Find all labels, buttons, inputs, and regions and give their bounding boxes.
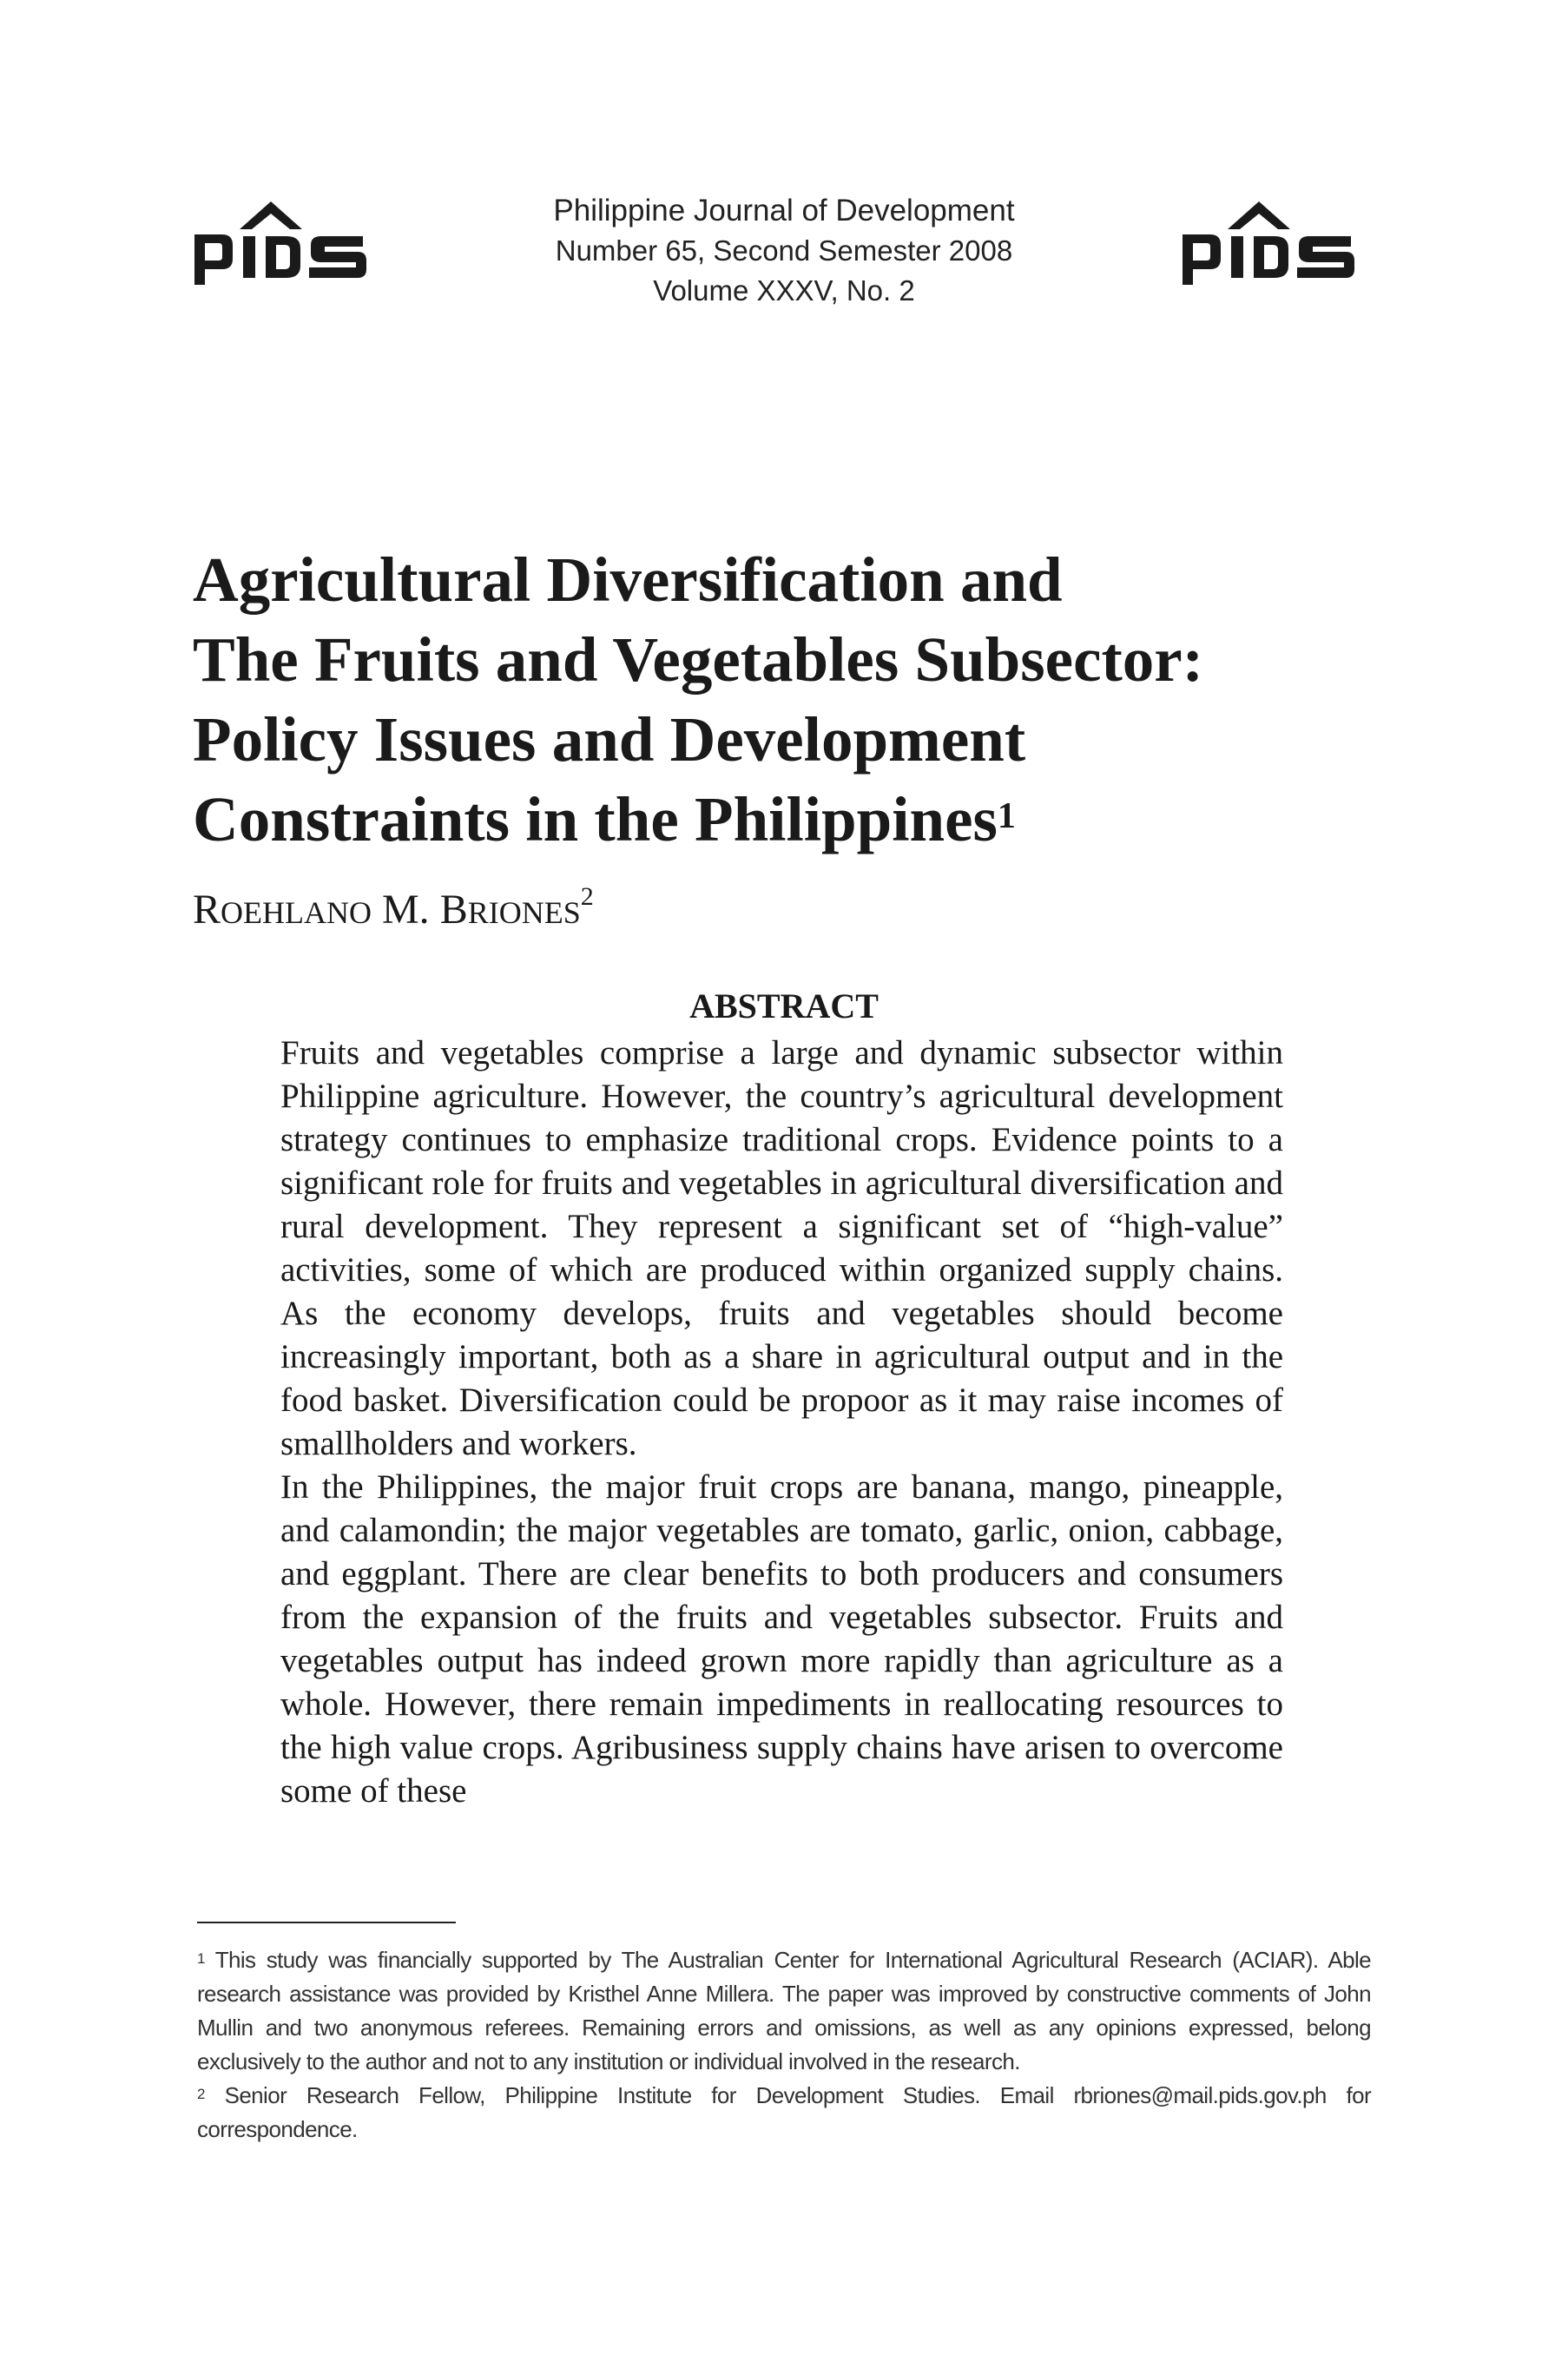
journal-header	[0, 191, 1568, 311]
footnote-item: $^2$ Senior Research Fellow, Philippine Institute for Development Studies. Email rbriones@mail.pids.gov.ph for correspondence.	[197, 2082, 1371, 2142]
author-footnote-mark: 2	[580, 882, 594, 911]
abstract-body	[280, 1032, 1283, 1813]
journal-number: Number 65, Second Semester 2008	[555, 234, 1013, 267]
title-line: The Fruits and Vegetables Subsector:	[193, 624, 1204, 695]
title-line: Constraints in the Philippines$^1$	[193, 784, 1016, 854]
footnote-item: $^1$ This study was financially supported by The Australian Center for International Agricultural Research (ACIAR). Able research assistance was provided by Kristhel Anne Millera. The paper was improved by constructive comments of John Mullin and two anonymous referees. Remaining errors and omissions, as well as any opinions expressed, belong exclusively to the author and not to any institution or individual involved in the research.	[197, 1947, 1372, 2074]
footnotes	[197, 1943, 1371, 2147]
paper-title	[193, 540, 1391, 860]
title-line: Policy Issues and Development	[193, 704, 1026, 775]
abstract-heading: ABSTRACT	[689, 986, 879, 1026]
journal-volume: Volume XXXV, No. 2	[653, 274, 915, 307]
abstract-paragraph: Fruits and vegetables comprise a large and dynamic subsector within Philippine agriculture. However, the country’s agricultural development strategy continues to emphasize traditional crops. Evidence points to a significant role for fruits and vegetables in agricultural diversification and rural development. They represent a significant set of “high-value” activities, some of which are produced within organized supply chains. As the economy develops, fruits and vegetables should become increasingly important, both as a share in agricultural output and in the food basket. Diversification could be propoor as it may raise incomes of smallholders and workers.	[280, 1034, 1283, 1462]
title-footnote-mark: 1	[997, 796, 1016, 836]
journal-name: Philippine Journal of Development	[553, 194, 1015, 228]
abstract-paragraph: In the Philippines, the major fruit crops are banana, mango, pineapple, and calamondin; the major vegetables are tomato, garlic, onion, cabbage, and eggplant. There are clear benefits to both producers and consumers from the expansion of the fruits and vegetables subsector. Fruits and vegetables output has indeed grown more rapidly than agriculture as a whole. However, there remain impediments in reallocating resources to the high value crops. Agribusiness supply chains have arisen to overcome some of these	[280, 1468, 1283, 1810]
author-name: ROEHLANO M. BRIONES$^2$	[193, 882, 594, 933]
title-line: Agricultural Diversification and	[193, 544, 1063, 615]
footnote-divider	[197, 1922, 456, 1923]
